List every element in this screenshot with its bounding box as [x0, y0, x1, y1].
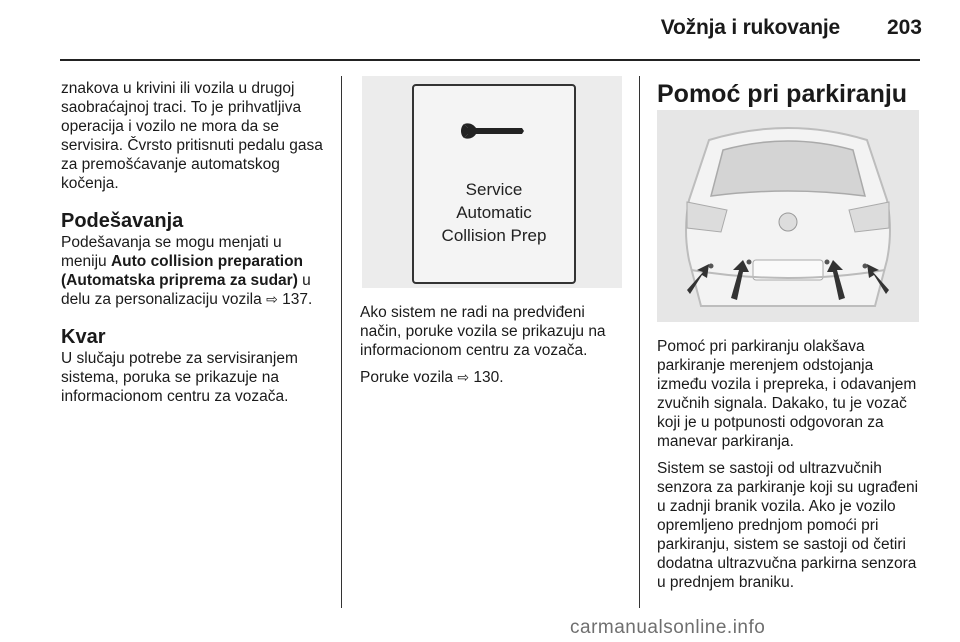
- column-2-paragraph-1: Ako sistem ne radi na predviđeni način, poruke vozila se prikazuju na informacionom centru za vozača.: [360, 304, 606, 359]
- page-header-title: Vožnja i rukovanje: [660, 16, 840, 39]
- display-line-service: Service: [465, 180, 523, 199]
- intro-paragraph: znakova u krivini ili vozila u drugoj saobraćajnoj traci. To je prihvatljiva operacija i vozilo ne mora da se servisira. Čvrsto pritisnuti pedalu gasa za premošćavanje automatskog kočenja.: [61, 80, 323, 192]
- watermark: carmanualsonline.info: [570, 617, 766, 638]
- car-rear-illustration: [657, 110, 919, 322]
- header-rule: [60, 59, 920, 61]
- settings-heading: Podešavanja: [61, 210, 184, 232]
- page-number: 203: [886, 16, 922, 39]
- display-figure: [362, 76, 622, 288]
- display-line-collision-prep: Collision Prep: [441, 226, 547, 245]
- column-2: [360, 303, 625, 395]
- vehicle-messages-page-ref[interactable]: 130.: [473, 369, 504, 386]
- display-line-automatic: Automatic: [456, 203, 532, 222]
- wrench-icon: [458, 116, 528, 146]
- driver-info-display: [412, 84, 576, 284]
- settings-page-ref[interactable]: 137.: [282, 291, 313, 308]
- fault-paragraph: U slučaju potrebe za servisiranjem sistema, poruka se prikazuje na informacionom centru za vozača.: [61, 350, 298, 405]
- column-3-paragraph-2: Sistem se sastoji od ultrazvučnih senzora za parkiranje koji su ugrađeni u zadnji branik vozila. Ako je vozilo opremljeno prednjom pomoći pri parkiranju, sistem se sastoji od četiri dodatna ultrazvučna parkirna senzora u prednjem braniku.: [657, 460, 919, 591]
- page-ref-arrow-icon: ⇨: [457, 369, 470, 385]
- settings-menu-name: Auto collision preparation (Automatska priprema za sudar): [61, 253, 304, 289]
- column-divider-left: [341, 76, 342, 608]
- column-divider-right: [639, 76, 640, 608]
- page-ref-arrow-icon: ⇨: [266, 291, 278, 307]
- settings-paragraph: Podešavanja se mogu menjati u meniju Auto collision preparation (Automatska priprema za sudar) u delu za personalizaciju vozila ⇨ 137.: [61, 234, 313, 308]
- fault-heading: Kvar: [61, 326, 106, 348]
- column-1: [61, 79, 329, 414]
- column-3: [657, 337, 923, 600]
- parking-assist-heading: Pomoć pri parkiranju: [657, 80, 908, 108]
- column-3-paragraph-1: Pomoć pri parkiranju olakšava parkiranje merenjem odstojanja između vozila i prepreka, i odavanjem zvučnih signala. Dakako, tu je vozač koji je u potpunosti odgovoran za manevar parkiranja.: [657, 338, 917, 450]
- column-2-paragraph-2: Poruke vozila ⇨ 130.: [360, 369, 504, 386]
- car-rear-figure: [657, 110, 919, 322]
